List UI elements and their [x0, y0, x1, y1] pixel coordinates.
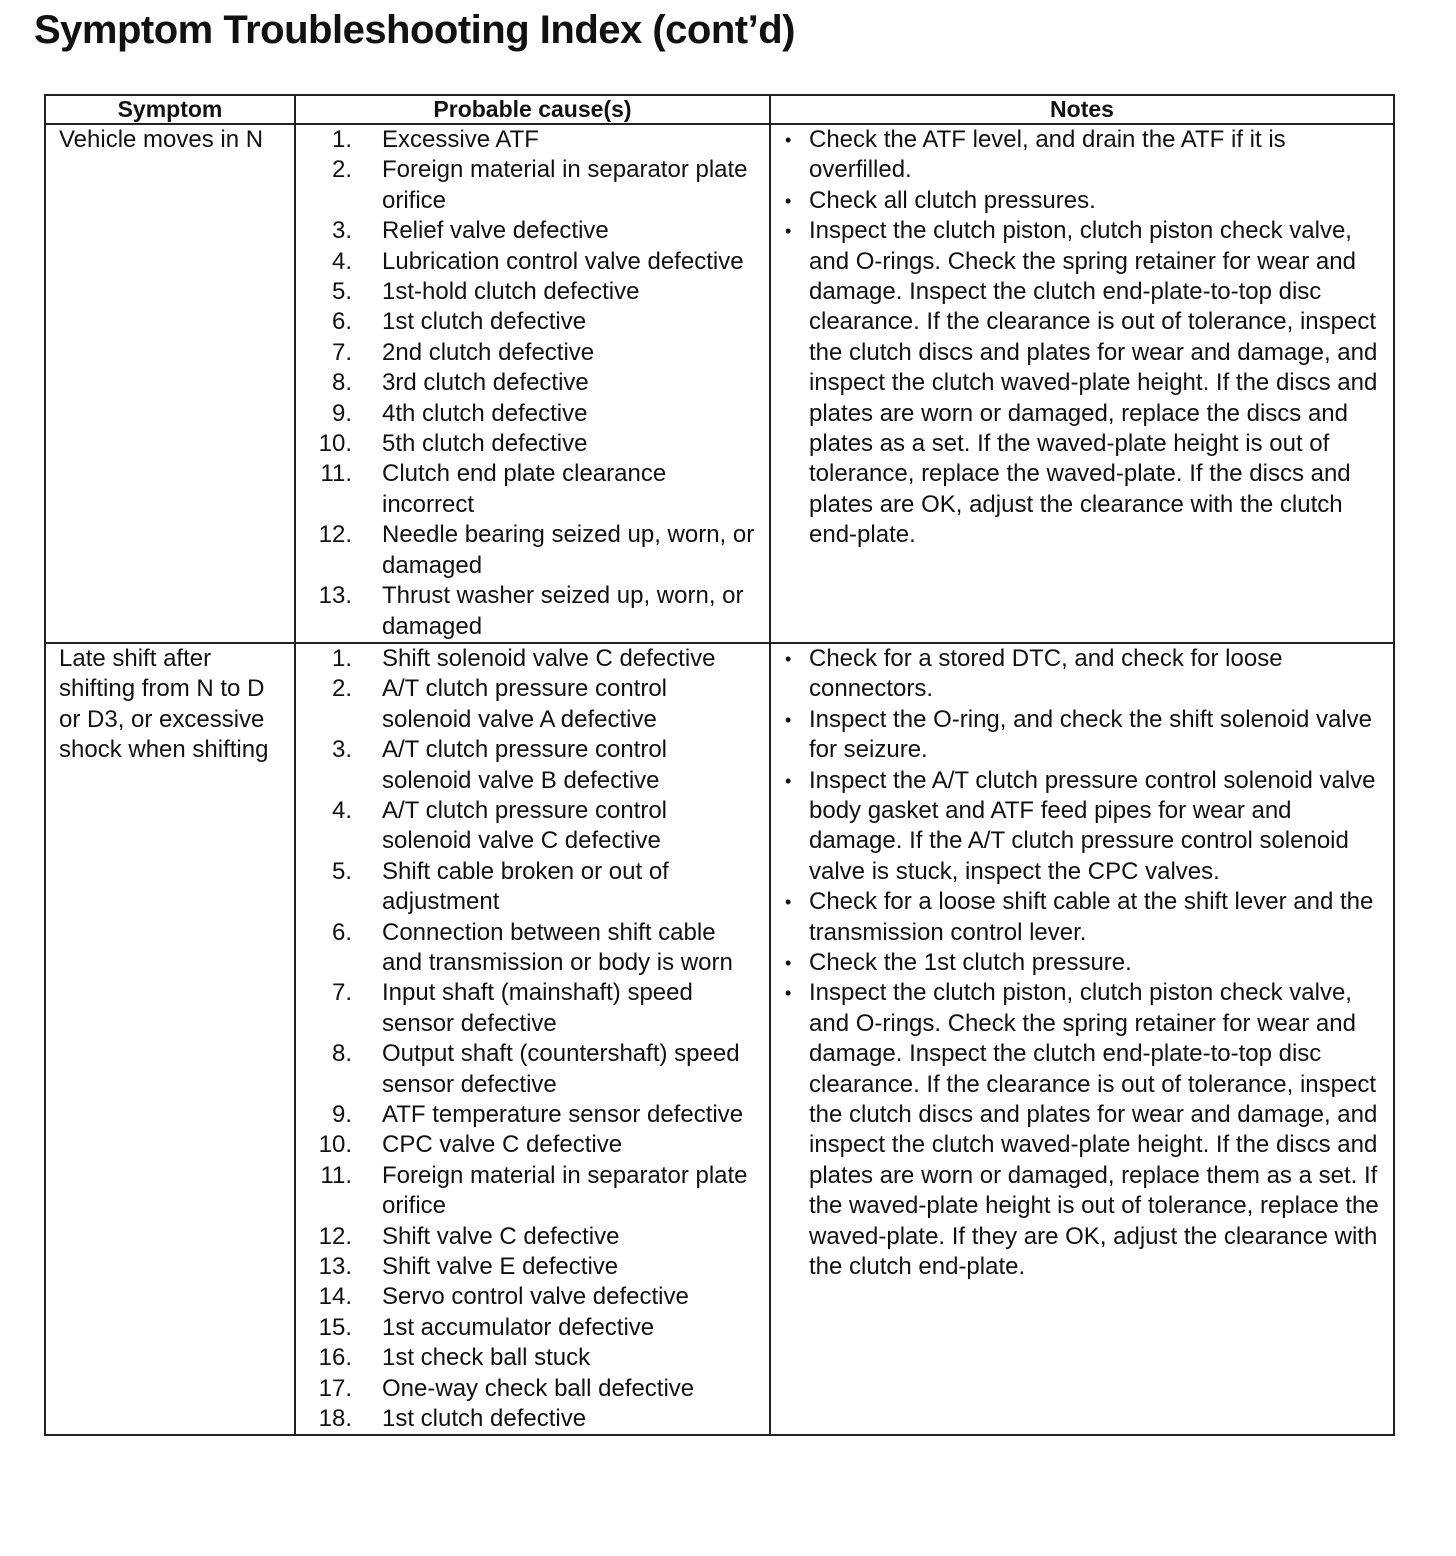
bullet-icon: • [785, 952, 792, 973]
cause-text: 2nd clutch defective [382, 338, 595, 366]
cause-number: 4. [331, 247, 352, 275]
list-item [296, 857, 769, 918]
list-item [296, 125, 769, 155]
bullet-icon: • [785, 648, 792, 669]
note-text: Inspect the A/T clutch pressure control solenoid valve body gasket and ATF feed pipes for wear and damage. If the A/T clutch pressure control solenoid valve is stuck, inspect the CPC valves. [809, 766, 1376, 885]
cause-text: One-way check ball defective [382, 1374, 695, 1402]
notes-cell [770, 124, 1394, 643]
note-text: Check all clutch pressures. [809, 186, 1096, 214]
cause-text: Lubrication control valve defective [382, 247, 744, 275]
list-item [296, 1343, 769, 1373]
cause-text: Thrust washer seized up, worn, or damaged [382, 582, 744, 640]
list-item [785, 186, 1379, 216]
list-item [296, 735, 769, 796]
list-item [296, 1374, 769, 1404]
cause-text: 1st-hold clutch defective [382, 278, 640, 306]
cause-number: 12. [318, 521, 352, 549]
cause-number: 14. [318, 1283, 352, 1311]
cause-text: A/T clutch pressure control solenoid valve C defective [382, 796, 668, 855]
cause-number: 8. [331, 369, 352, 397]
list-item [296, 1252, 769, 1282]
cause-list [296, 125, 769, 642]
list-item [785, 644, 1379, 705]
cause-text: Foreign material in separator plate orifice [382, 156, 748, 214]
list-item [296, 216, 769, 246]
list-item [296, 307, 769, 337]
cause-number: 11. [320, 1161, 352, 1189]
cause-text: Servo control valve defective [382, 1283, 689, 1311]
list-item [296, 1039, 769, 1100]
cause-number: 17. [318, 1374, 352, 1402]
bullet-icon: • [785, 983, 792, 1004]
notes-cell [770, 643, 1394, 1436]
cause-number: 9. [331, 1101, 352, 1128]
cause-number: 1. [331, 644, 352, 672]
table-body [45, 124, 1394, 1435]
probable-causes-cell [295, 124, 770, 643]
list-item [296, 1404, 769, 1434]
cause-number: 3. [331, 217, 352, 245]
cause-number: 15. [318, 1313, 352, 1341]
bullet-icon: • [785, 709, 792, 730]
note-text: Inspect the clutch piston, clutch piston check valve, and O-rings. Check the spring retainer for wear and damage. Inspect the clutch end-plate-to-top disc clearance. If the clearance is out of tolerance, inspect the clutch discs and plates for wear and damage, and inspect the clutch waved-plate height. If the discs and plates are worn or damaged, replace the discs and plates as a set. If the waved-plate height is out of tolerance, replace the waved-plate. If the discs and plates are OK, adjust the clearance with the clutch end-plate. [809, 217, 1378, 549]
list-item [296, 1161, 769, 1222]
list-item [785, 887, 1379, 948]
list-item [785, 125, 1379, 186]
list-item [296, 368, 769, 398]
troubleshooting-table [44, 94, 1395, 1436]
cause-number: 6. [331, 918, 352, 946]
cause-text: Clutch end plate clearance incorrect [382, 460, 667, 518]
cause-number: 2. [331, 675, 352, 703]
symptom-cell: Late shift after shifting from N to D or D3, or excessive shock when shifting [45, 643, 295, 1436]
cause-text: A/T clutch pressure control solenoid valve A defective [382, 675, 668, 733]
cause-text: Shift valve C defective [382, 1222, 620, 1250]
list-item [296, 581, 769, 642]
cause-number: 7. [331, 338, 352, 366]
bullet-icon: • [785, 130, 792, 150]
symptom-cell: Vehicle moves in N [45, 124, 295, 643]
list-item [296, 247, 769, 277]
list-item [296, 520, 769, 581]
cause-number: 9. [331, 399, 352, 427]
cause-number: 11. [320, 460, 352, 488]
table-row [45, 643, 1394, 1436]
list-item [296, 1282, 769, 1312]
list-item [296, 1313, 769, 1343]
probable-causes-cell [295, 643, 770, 1436]
cause-text: Foreign material in separator plate orifice [382, 1161, 748, 1220]
table-row [45, 124, 1394, 643]
list-item [296, 796, 769, 857]
column-header-symptom: Symptom [45, 95, 295, 124]
cause-number: 8. [331, 1040, 352, 1068]
note-text: Check for a stored DTC, and check for loose connectors. [809, 644, 1283, 703]
cause-number: 5. [331, 278, 352, 306]
cause-text: 1st accumulator defective [382, 1313, 655, 1341]
note-text: Check the ATF level, and drain the ATF if it is overfilled. [809, 126, 1286, 184]
cause-list [296, 644, 769, 1435]
cause-number: 2. [331, 156, 352, 184]
list-item [296, 338, 769, 368]
cause-text: Connection between shift cable and transmission or body is worn [382, 918, 733, 976]
list-item [296, 1130, 769, 1160]
list-item [296, 674, 769, 735]
cause-number: 13. [318, 1253, 352, 1281]
cause-text: A/T clutch pressure control solenoid valve B defective [382, 736, 668, 794]
cause-text: 1st check ball stuck [382, 1344, 591, 1372]
cause-text: Output shaft (countershaft) speed sensor defective [382, 1040, 740, 1098]
cause-text: Needle bearing seized up, worn, or damaged [382, 521, 755, 579]
cause-text: CPC valve C defective [382, 1131, 623, 1159]
notes-list [771, 125, 1393, 551]
bullet-icon: • [785, 892, 792, 913]
cause-number: 7. [331, 979, 352, 1007]
page-title: Symptom Troubleshooting Index (cont’d) [34, 8, 795, 52]
list-item [785, 705, 1379, 766]
list-item [785, 948, 1379, 978]
list-item [296, 1222, 769, 1252]
cause-number: 13. [318, 582, 352, 610]
note-text: Inspect the clutch piston, clutch piston check valve, and O-rings. Check the spring retainer for wear and damage. Inspect the clutch end-plate-to-top disc clearance. If the clearance is out of tolerance, inspect the clutch discs and plates for wear and damage, and inspect the clutch waved-plate height. If the discs and plates are worn or damaged, replace them as a set. If the waved-plate height is out of tolerance, replace the waved-plate. If they are OK, adjust the clearance with the clutch end-plate. [809, 979, 1379, 1281]
bullet-icon: • [785, 770, 792, 791]
list-item [296, 277, 769, 307]
cause-text: 1st clutch defective [382, 308, 587, 336]
cause-text: Shift cable broken or out of adjustment [382, 857, 669, 916]
list-item [296, 399, 769, 429]
table-header-row [45, 95, 1394, 124]
notes-list [771, 644, 1393, 1283]
note-text: Check for a loose shift cable at the shift lever and the transmission control lever. [809, 888, 1374, 946]
cause-text: Shift valve E defective [382, 1253, 619, 1281]
cause-text: ATF temperature sensor defective [382, 1101, 744, 1128]
cause-number: 10. [318, 1131, 352, 1159]
cause-text: 5th clutch defective [382, 430, 588, 458]
cause-text: Relief valve defective [382, 217, 609, 245]
cause-text: Excessive ATF [382, 126, 539, 153]
list-item [296, 459, 769, 520]
list-item [296, 429, 769, 459]
cause-text: Input shaft (mainshaft) speed sensor defective [382, 979, 693, 1037]
cause-number: 16. [318, 1344, 352, 1372]
column-header-probable-causes: Probable cause(s) [295, 95, 770, 124]
list-item [296, 644, 769, 674]
cause-text: Shift solenoid valve C defective [382, 644, 716, 672]
cause-number: 4. [331, 796, 352, 824]
list-item [785, 766, 1379, 888]
cause-text: 4th clutch defective [382, 399, 588, 427]
bullet-icon: • [785, 221, 792, 242]
cause-number: 12. [318, 1222, 352, 1250]
bullet-icon: • [785, 190, 792, 211]
cause-number: 5. [331, 857, 352, 885]
cause-number: 6. [331, 308, 352, 336]
note-text: Inspect the O-ring, and check the shift solenoid valve for seizure. [809, 705, 1372, 764]
list-item [296, 978, 769, 1039]
list-item [296, 918, 769, 979]
list-item [785, 978, 1379, 1282]
list-item [296, 155, 769, 216]
cause-number: 1. [331, 126, 352, 153]
cause-number: 10. [318, 430, 352, 458]
cause-text: 1st clutch defective [382, 1405, 587, 1433]
cause-number: 18. [318, 1405, 352, 1433]
list-item [785, 216, 1379, 550]
cause-number: 3. [331, 736, 352, 764]
note-text: Check the 1st clutch pressure. [809, 948, 1132, 976]
list-item [296, 1100, 769, 1130]
cause-text: 3rd clutch defective [382, 369, 589, 397]
column-header-notes: Notes [770, 95, 1394, 124]
